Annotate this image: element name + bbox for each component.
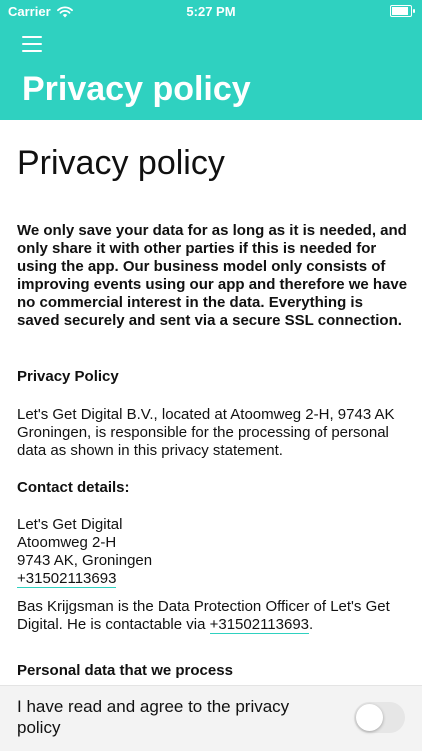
status-bar [0,0,422,24]
dpo-phone-link[interactable]: +31502113693 [209,616,310,633]
contact-phone-link[interactable]: +31502113693 [17,570,117,587]
section-text-privacy-policy: Let's Get Digital B.V., located at Atoomweg 2-H, 9743 AK Groningen, is responsible for the processing of personal data as shown in this privacy statement. [17,406,395,459]
app-bar [0,24,422,120]
address-line-1: Let's Get Digital [17,516,123,533]
section-title-privacy-policy: Privacy Policy [17,368,119,385]
dpo-text [17,598,409,634]
carrier-label: Carrier [8,4,51,19]
status-right [390,5,412,17]
dpo-text-after: . [309,616,314,633]
app-bar-title: Privacy policy [22,70,251,108]
policy-content[interactable] [0,120,422,685]
status-time: 5:27 PM [186,4,236,19]
dpo-text-before: Bas Krijgsman is the Data Protection Officer of Let's Get Digital. He is contactable via [17,598,390,633]
intro-text: We only save your data for as long as it is needed, and only share it with other parties if this is needed for using the app. Our business model only consists of improving events using our app and therefore we have no commercial interest in the data. Everything is saved securely and sent via a secure SSL connection. [17,222,408,329]
page-heading: Privacy policy [17,144,225,182]
toggle-knob [356,704,383,731]
section-title-contact-details: Contact details: [17,479,130,496]
consent-label: I have read and agree to the privacy policy [17,697,290,737]
contact-address [17,516,409,588]
consent-toggle[interactable] [354,702,405,733]
menu-icon[interactable] [22,36,42,52]
battery-icon [390,5,412,17]
consent-bar [0,685,422,751]
address-line-2: Atoomweg 2-H [17,534,117,551]
address-line-3: 9743 AK, Groningen [17,552,153,569]
section-title-personal-data: Personal data that we process [17,662,233,679]
